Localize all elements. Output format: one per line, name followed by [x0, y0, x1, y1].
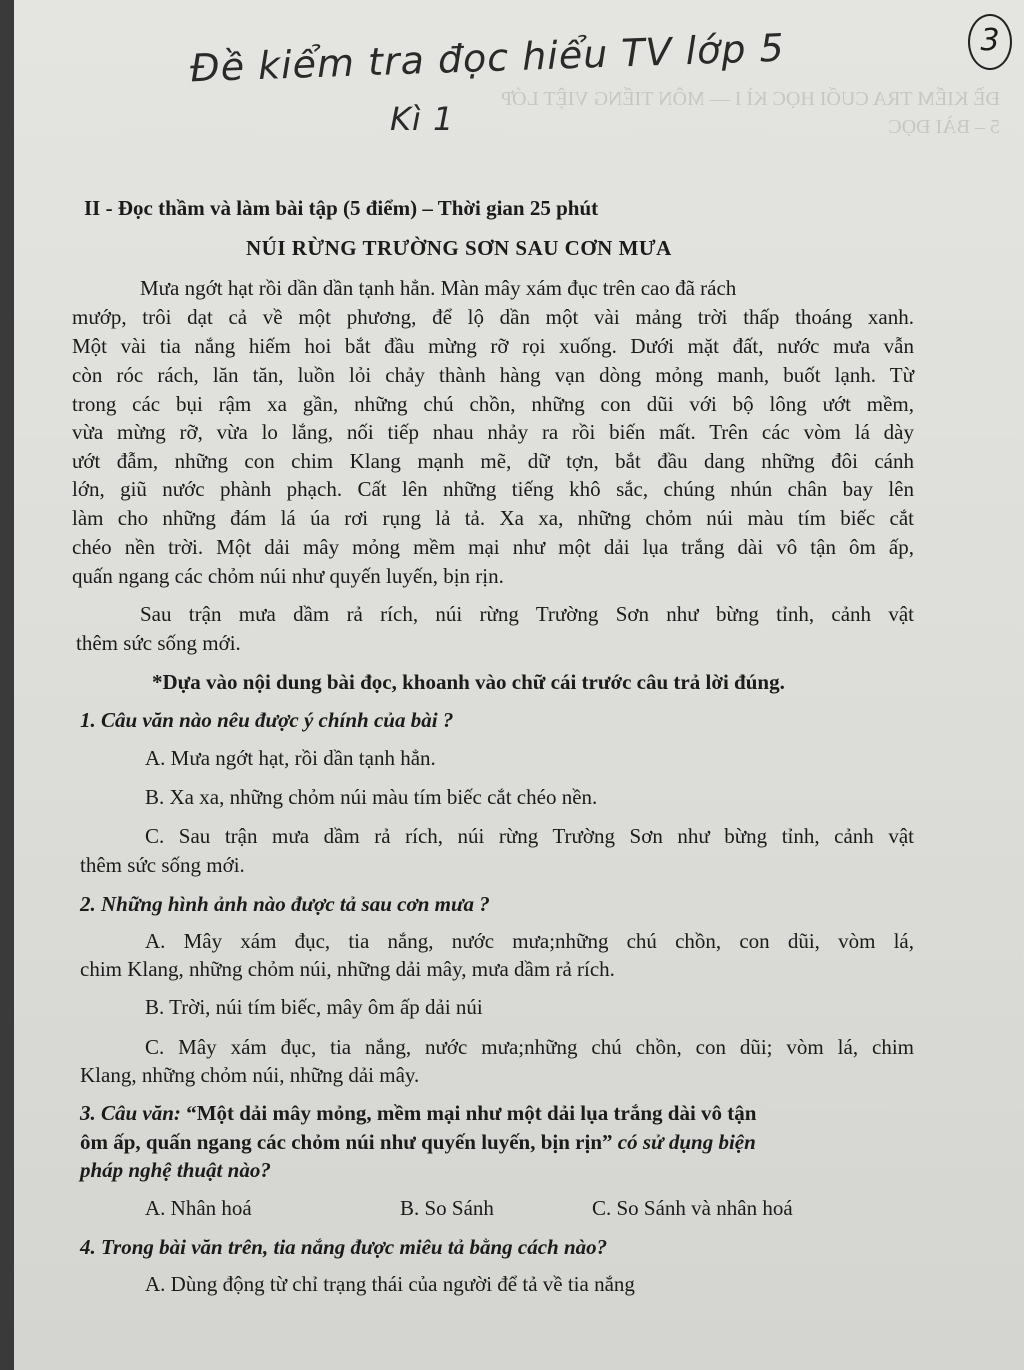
question-3-tail: có sử dụng biện [617, 1130, 756, 1154]
question-3-line-2 [80, 1130, 756, 1155]
q2-option-a-cont: chim Klang, những chỏm núi, những dải mây, mưa dầm rả rích. [80, 957, 615, 981]
question-3-line-3: pháp nghệ thuật nào? [80, 1158, 271, 1182]
handwritten-term: Kì 1 [390, 100, 455, 138]
passage-line: Một vài tia nắng hiếm hoi bắt đầu mừng rỡ rọi xuống. Dưới mặt đất, nước mưa vẫn [72, 334, 914, 358]
passage-line: lớn, giũ nước phành phạch. Cất lên những tiếng khô sắc, chúng nhún chân bay lên [72, 477, 914, 501]
passage-title: NÚI RỪNG TRƯỜNG SƠN SAU CƠN MƯA [246, 236, 672, 260]
passage-line: Mưa ngớt hạt rồi dần dần tạnh hẳn. Màn mây xám đục trên cao đã rách [140, 276, 737, 300]
bleed-through-text: ĐỀ KIỂM TRA CUỐI HỌC KÌ I — MÔN TIẾNG VIỆT LỚP 5 – BÀI ĐỌC [501, 88, 1000, 138]
handwritten-title: Đề kiểm tra đọc hiểu TV lớp 5 [189, 25, 786, 91]
q2-option-b[interactable]: B. Trời, núi tím biếc, mây ôm ấp dải núi [145, 995, 483, 1019]
question-2: 2. Những hình ảnh nào được tả sau cơn mưa ? [80, 892, 490, 916]
question-1: 1. Câu văn nào nêu được ý chính của bài ? [80, 708, 454, 732]
passage-line: quấn ngang các chỏm núi như quyến luyến, bịn rịn. [72, 564, 504, 588]
q2-option-a[interactable]: A. Mây xám đục, tia nắng, nước mưa;những chú chồn, con dũi, vòm lá, [145, 929, 914, 953]
q1-option-c[interactable]: C. Sau trận mưa dầm rả rích, núi rừng Trường Sơn như bừng tỉnh, cảnh vật [145, 824, 914, 848]
question-4: 4. Trong bài văn trên, tia nắng được miêu tả bằng cách nào? [80, 1235, 608, 1259]
passage-line: ướt đẫm, những con chim Klang mạnh mẽ, dữ tợn, bắt đầu dang những đôi cánh [72, 449, 914, 473]
question-3-quote-1: “Một dải mây mỏng, mềm mại như một dải lụa trắng dài vô tận [186, 1101, 757, 1125]
question-3-line-1 [80, 1101, 756, 1126]
passage-line: trong các bụi rậm xa gần, những chú chồn, những con dũi với bộ lông ướt mềm, [72, 392, 914, 416]
q4-option-a[interactable]: A. Dùng động từ chỉ trạng thái của người để tả về tia nắng [145, 1272, 635, 1296]
passage-line: Sau trận mưa dầm rả rích, núi rừng Trường Sơn như bừng tỉnh, cảnh vật [140, 602, 914, 626]
instruction: *Dựa vào nội dung bài đọc, khoanh vào chữ cái trước câu trả lời đúng. [152, 670, 785, 694]
passage-line: còn róc rách, lăn tăn, luồn lỏi chảy thành hàng vạn dòng mỏng manh, buốt lạnh. Từ [72, 363, 914, 387]
handwritten-page-number: 3 [968, 14, 1012, 70]
q1-option-a[interactable]: A. Mưa ngớt hạt, rồi dần tạnh hẳn. [145, 746, 436, 770]
q1-option-b[interactable]: B. Xa xa, những chỏm núi màu tím biếc cắt chéo nền. [145, 785, 598, 809]
passage-line: thêm sức sống mới. [76, 631, 241, 655]
q3-option-c[interactable]: C. So Sánh và nhân hoá [592, 1196, 793, 1220]
question-3-quote-2: ôm ấp, quấn ngang các chỏm núi như quyến luyến, bịn rịn” [80, 1130, 613, 1154]
passage-line: chéo nền trời. Một dải mây mỏng mềm mại như một dải lụa trắng dài vô tận ôm ấp, [72, 535, 914, 559]
q2-option-c[interactable]: C. Mây xám đục, tia nắng, nước mưa;những chú chồn, con dũi; vòm lá, chim [145, 1035, 914, 1059]
passage-line: vừa mừng rỡ, vừa lo lắng, nối tiếp nhau nhảy ra rồi biến mất. Trên các vòm lá dày [72, 420, 914, 444]
section-heading: II - Đọc thầm và làm bài tập (5 điểm) – Thời gian 25 phút [84, 196, 599, 220]
passage-line: làm cho những đám lá úa rơi rụng lả tả. Xa xa, những chỏm núi màu tím biếc cắt [72, 506, 914, 530]
q2-option-c-cont: Klang, những chỏm núi, những dải mây. [80, 1063, 420, 1087]
page-edge-shadow [0, 0, 14, 1370]
passage-line: mướp, trôi dạt cả về một phương, để lộ dần một vài mảng trời thấp thoáng xanh. [72, 305, 914, 329]
q1-option-c-cont: thêm sức sống mới. [80, 853, 245, 877]
q3-option-b[interactable]: B. So Sánh [400, 1196, 494, 1220]
q3-option-a[interactable]: A. Nhân hoá [145, 1196, 252, 1220]
question-3-label: 3. Câu văn: [80, 1101, 181, 1125]
